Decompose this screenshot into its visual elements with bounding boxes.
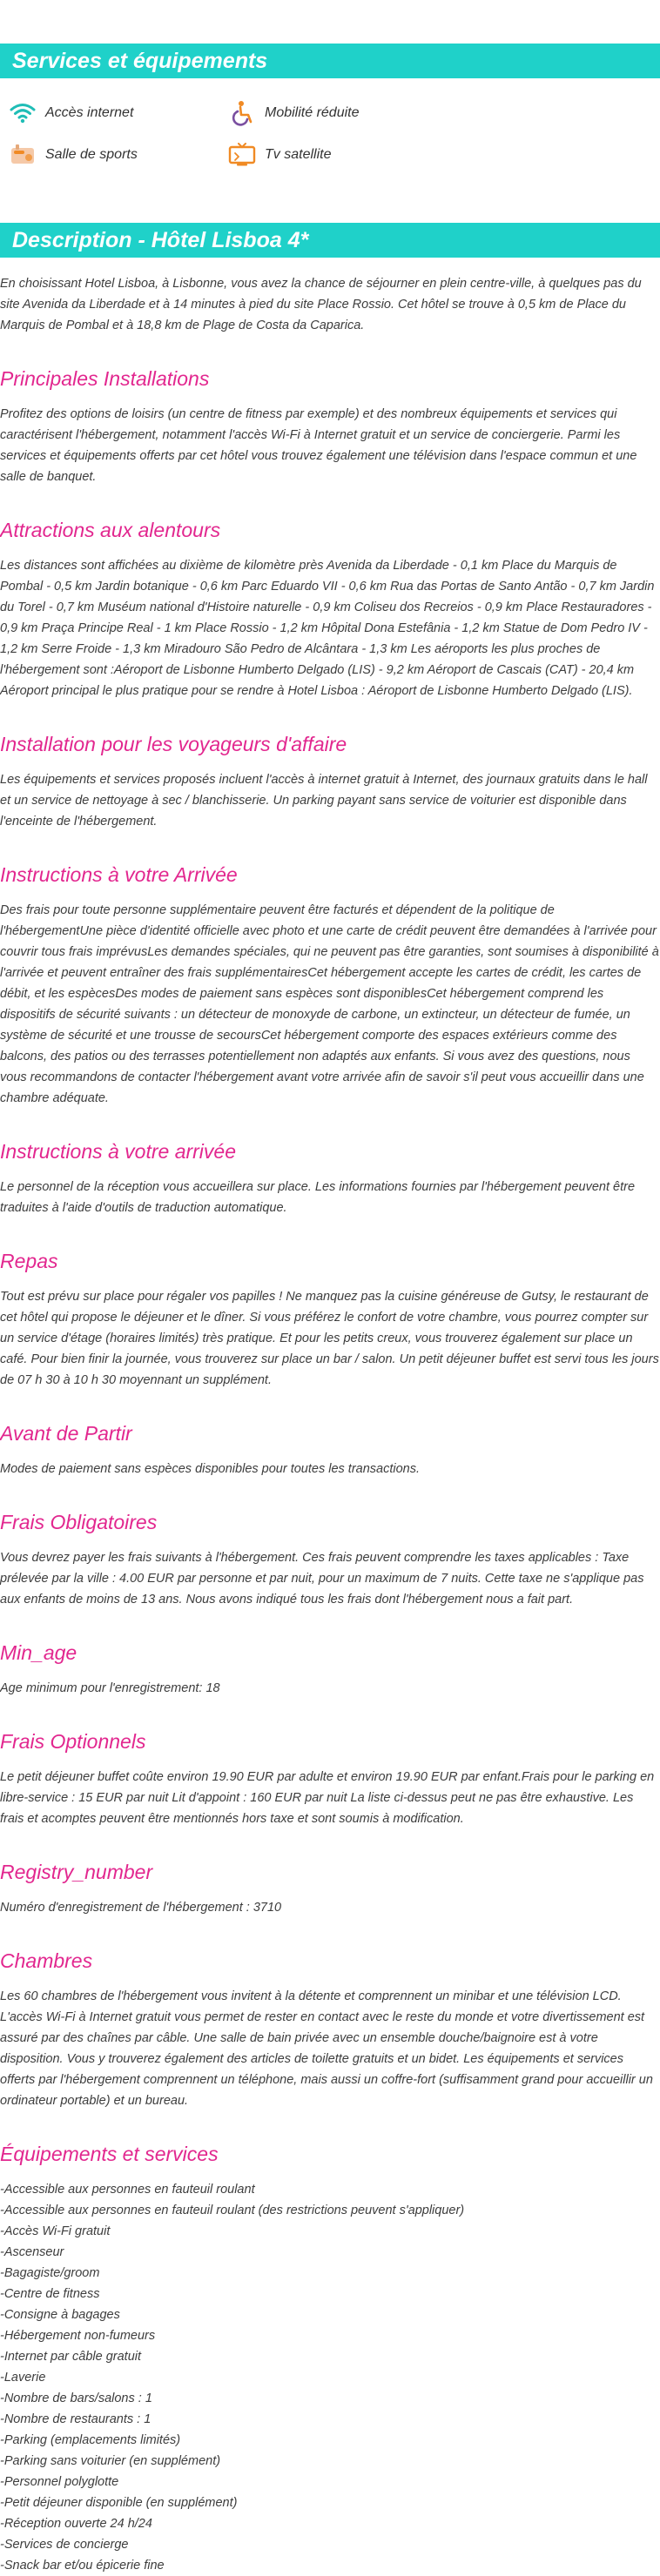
service-item-fitness	[9, 134, 228, 176]
section-text: Le personnel de la réception vous accueillera sur place. Les informations fournies par l'hébergement peuvent être traduites à l'aide d'outils de traduction automatique.	[0, 1180, 636, 1215]
section-title: Instructions à votre arrivée	[0, 1140, 237, 1163]
services-banner: Services et équipements	[0, 44, 660, 78]
section-text: Modes de paiement sans espèces disponibles pour toutes les transactions.	[0, 1462, 421, 1476]
section-title: Repas	[0, 1250, 58, 1272]
equipment-item: -Accès Wi-Fi gratuit	[0, 2224, 111, 2238]
service-item-mobility	[228, 92, 448, 134]
equipment-item: -Services de concierge	[0, 2538, 129, 2552]
section-title: Min_age	[0, 1641, 77, 1664]
section-title: Registry_number	[0, 1861, 153, 1883]
section-title: Principales Installations	[0, 367, 210, 390]
section-text: Le petit déjeuner buffet coûte environ 19.90 EUR par adulte et environ 19.90 EUR par enfant.Frais pour le parking en libre-service : 15 EUR par nuit Lit d'appoint : 160 EUR par nuit La liste ci-dessus peut ne pas être exhaustive. Les frais et acomptes peuvent être mentionnés hors taxe et sont soumis à modification.	[0, 1770, 655, 1826]
description-block	[0, 273, 660, 2576]
wifi-icon	[9, 99, 37, 127]
equipment-item: -Accessible aux personnes en fauteuil roulant	[0, 2183, 255, 2197]
tv-icon	[228, 141, 256, 169]
equipment-item: -Hébergement non-fumeurs	[0, 2329, 156, 2343]
equipment-item: -Personnel polyglotte	[0, 2475, 119, 2489]
section-text: Les équipements et services proposés incluent l'accès à internet gratuit à Internet, des journaux gratuits dans le hall et un service de nettoyage à sec / blanchisserie. Un parking payant sans service de voiturier est disponible dans l'enceinte de l'hébergement.	[0, 773, 648, 828]
section-text: Vous devrez payer les frais suivants à l'hébergement. Ces frais peuvent comprendre les taxes applicables : Taxe prélevée par la ville : 4.00 EUR par personne et par nuit, pour un maximum de 7 nuits. Cette taxe ne s'applique pas aux enfants de moins de 13 ans. Nous avons indiqué tous les frais dont l'hébergement nous a fait part.	[0, 1551, 644, 1607]
wheelchair-icon	[228, 99, 256, 127]
equipment-item: -Parking sans voiturier (en supplément)	[0, 2454, 221, 2468]
description-sections	[0, 366, 660, 2111]
section-title: Attractions aux alentours	[0, 519, 221, 541]
equipment-item: -Internet par câble gratuit	[0, 2350, 142, 2364]
section-title: Frais Optionnels	[0, 1730, 146, 1753]
equipment-list	[0, 2179, 660, 2576]
section-text: Age minimum pour l'enregistrement: 18	[0, 1681, 220, 1695]
description-banner: Description - Hôtel Lisboa 4*	[0, 223, 660, 258]
section-title: Chambres	[0, 1949, 93, 1972]
equipment-item: -Ascenseur	[0, 2245, 64, 2259]
section-title: Avant de Partir	[0, 1422, 132, 1445]
section-text: Les distances sont affichées au dixième de kilomètre près Avenida da Liberdade - 0,1 km Place du Marquis de Pombal - 0,5 km Jardin botanique - 0,6 km Parc Eduardo VII - 0,6 km Rua das Portas de Santo Antão - 0,7 km Jardin du Torel - 0,7 km Muséum national d'Histoire naturelle - 0,9 km Coliseu dos Recreios - 0,9 km Place Restauradores - 0,9 km Praça Principe Real - 1 km Place Rossio - 1,2 km Hôpital Dona Estefânia - 1,2 km Statue de Dom Pedro IV - 1,2 km Serre Froide - 1,3 km Miradouro São Pedro de Alcântara - 1,3 km Les aéroports les plus proches de l'hébergement sont :Aéroport de Lisbonne Humberto Delgado (LIS) - 9,2 km Aéroport de Cascais (CAT) - 20,4 km Aéroport principal le plus pratique pour se rendre à Hotel Lisboa : Aéroport de Lisbonne Humberto Delgado (LIS).	[0, 559, 655, 698]
section-text: Des frais pour toute personne supplémentaire peuvent être facturés et dépendent de la politique de l'hébergementUne pièce d'identité officielle avec photo et une carte de crédit peuvent être demandées à l'arrivée pour couvrir tous frais imprévusLes demandes spéciales, qui ne peuvent pas être garanties, sont soumises à disponibilité à l'arrivée et peuvent entraîner des frais supplémentairesCet hébergement accepte les cartes de crédit, les cartes de débit, et les espècesDes modes de paiement sans espèces sont disponiblesCet hébergement comprend les dispositifs de sécurité suivants : un détecteur de monoxyde de carbone, un extincteur, un détecteur de fumée, un système de sécurité et une trousse de secoursCet hébergement comporte des espaces extérieurs comme des balcons, des patios ou des terrasses potentiellement non adaptés aux enfants. Si vous avez des questions, nous vous recommandons de contacter l'hébergement avant votre arrivée afin de savoir s'il peut vous accueillir dans une chambre adéquate.	[0, 903, 659, 1105]
section-text: Tout est prévu sur place pour régaler vos papilles ! Ne manquez pas la cuisine généreuse de Gutsy, le restaurant de cet hôtel qui propose le déjeuner et le dîner. Si vous préférez le confort de votre chambre, vous pourrez compter sur un service d'étage (horaires limités) très pratique. Et pour les petits creux, vous trouverez également sur place un café. Pour bien finir la journée, vous trouverez sur place un bar / salon. Un petit déjeuner buffet est servi tous les jours de 07 h 30 à 10 h 30 moyennant un supplément.	[0, 1290, 659, 1387]
section-title: Instructions à votre Arrivée	[0, 863, 238, 886]
section-title: Frais Obligatoires	[0, 1511, 158, 1533]
fitness-icon	[9, 141, 37, 169]
equipment-item: -Accessible aux personnes en fauteuil roulant (des restrictions peuvent s'appliquer)	[0, 2204, 465, 2217]
equipment-title: Équipements et services	[0, 2143, 219, 2165]
services-grid	[0, 78, 660, 188]
equipment-item: -Bagagiste/groom	[0, 2266, 100, 2280]
equipment-item: -Parking (emplacements limités)	[0, 2433, 181, 2447]
equipment-item: -Centre de fitness	[0, 2287, 100, 2301]
service-item-tv	[228, 134, 448, 176]
section-text: Les 60 chambres de l'hébergement vous invitent à la détente et comprennent un minibar et une télévision LCD. L'accès Wi-Fi à Internet gratuit vous permet de rester en contact avec le reste du monde et votre divertissement est assuré par des chaînes par câble. Une salle de bain privée avec un ensemble douche/baignoire est à votre disposition. Vous y trouverez également des articles de toilette gratuits et un bidet. Les équipements et services offerts par l'hébergement comprennent un téléphone, mais aussi un coffre-fort (suffisamment grand pour accueillir un ordinateur portable) et un bureau.	[0, 1989, 653, 2108]
section-text: Numéro d'enregistrement de l'hébergement : 3710	[0, 1901, 282, 1915]
section-text: Profitez des options de loisirs (un centre de fitness par exemple) et des nombreux équipements et services qui caractérisent l'hébergement, notamment l'accès Wi-Fi à Internet gratuit et un service de conciergerie. Parmi les services et équipements offerts par cet hôtel vous trouvez également une télévision dans l'espace commun et une salle de banquet.	[0, 407, 637, 484]
description-intro: En choisissant Hotel Lisboa, à Lisbonne, vous avez la chance de séjourner en plein centre-ville, à quelques pas du site Avenida da Liberdade et à 14 minutes à pied du site Place Rossio. Cet hôtel se trouve à 0,5 km de Place du Marquis de Pombal et à 18,8 km de Plage de Costa da Caparica.	[0, 277, 642, 332]
equipment-item: -Nombre de restaurants : 1	[0, 2412, 152, 2426]
equipment-item: -Nombre de bars/salons : 1	[0, 2392, 152, 2405]
section-title: Installation pour les voyageurs d'affaire	[0, 733, 347, 755]
service-label: Tv satellite	[265, 147, 332, 162]
service-label: Mobilité réduite	[265, 105, 360, 120]
equipment-item: -Consigne à bagages	[0, 2308, 120, 2322]
equipment-item: -Petit déjeuner disponible (en supplément)	[0, 2496, 238, 2510]
service-label: Accès internet	[45, 105, 134, 120]
service-label: Salle de sports	[45, 147, 138, 162]
service-item-internet	[9, 92, 228, 134]
equipment-item: -Snack bar et/ou épicerie fine	[0, 2559, 165, 2573]
equipment-item: -Laverie	[0, 2371, 46, 2385]
equipment-item: -Réception ouverte 24 h/24	[0, 2517, 152, 2531]
section-gap	[0, 188, 660, 223]
